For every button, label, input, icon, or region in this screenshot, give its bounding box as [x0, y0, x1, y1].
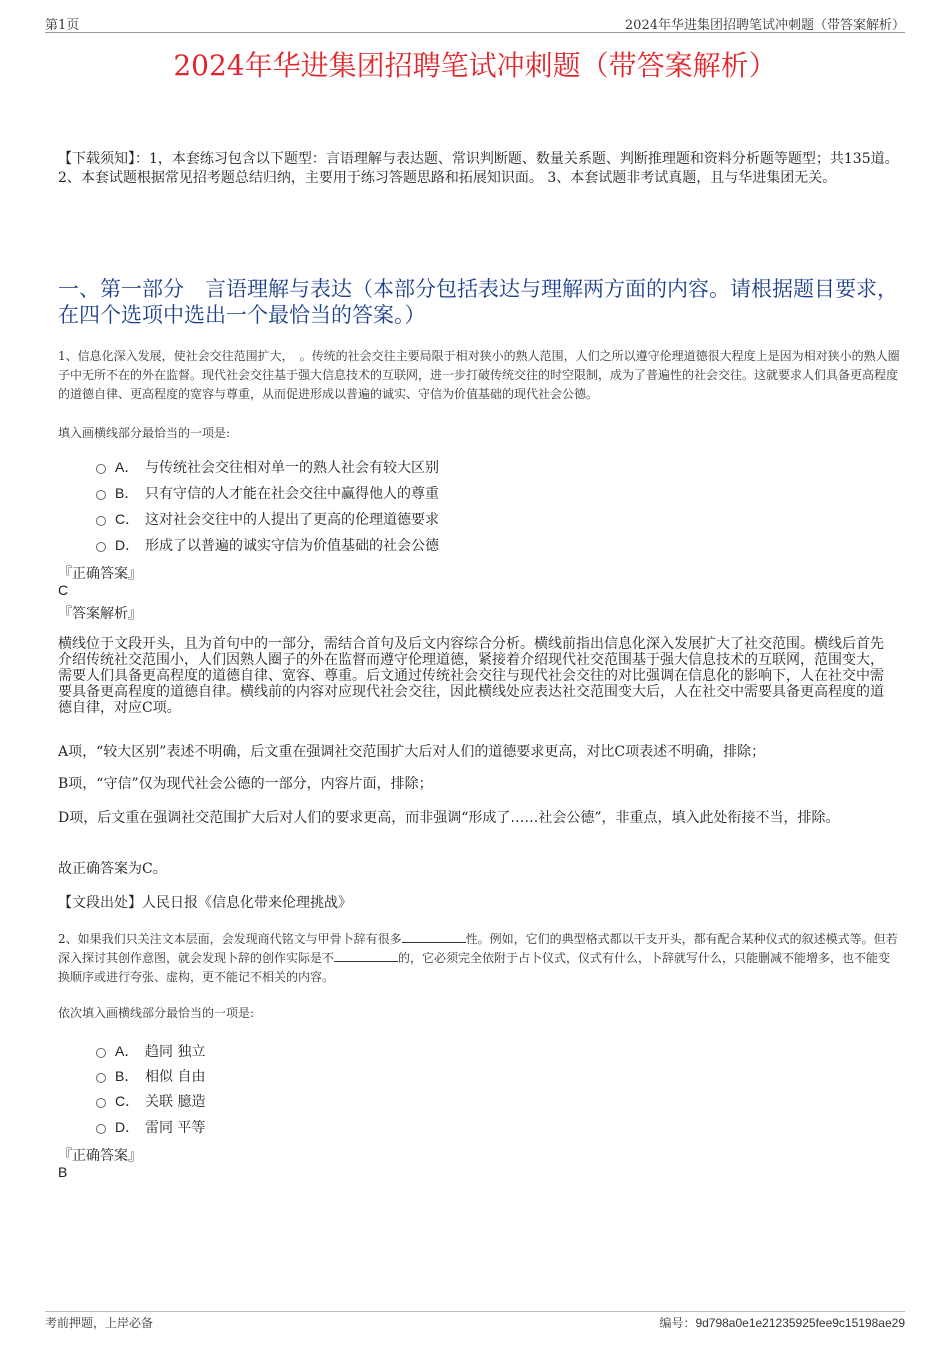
option-text: 关联 臆造: [145, 1094, 206, 1110]
question-1-analysis-main: 横线位于文段开头，且为首句中的一部分，需结合首句及后文内容综合分析。横线前指出信息化深入发展扩大了社交范围。横线后首先介绍传统社交范围小，人们因熟人圈子的外在监督而遵守伦理道德，紧接着介绍现代社交范围基于强大信息技术的互联网，范围变大，需要人们具备更高程度的道德自律、宽容、尊重。后文通过传统社会交往与现代社会交往的对比强调在信息化的影响下，人在社交中需要具备更高程度的道德自律。横线前的内容对应现代社会交往，因此横线处应表达社交范围变大后，人在社交中需要具备更高程度的道德自律，对应C项。: [58, 636, 884, 716]
option-letter: B．: [115, 1068, 139, 1084]
radio-icon[interactable]: [96, 464, 106, 474]
question-2-option-c[interactable]: [96, 1091, 205, 1111]
radio-icon[interactable]: [96, 1124, 106, 1134]
question-2-option-a[interactable]: [96, 1041, 205, 1061]
option-letter: B．: [115, 485, 139, 501]
option-text: 这对社会交往中的人提出了更高的伦理道德要求: [145, 512, 439, 528]
question-1-option-c[interactable]: [96, 509, 439, 529]
radio-icon[interactable]: [96, 490, 106, 500]
question-2-answer-label: 『正确答案』: [58, 1148, 142, 1164]
option-text: 趋同 独立: [145, 1044, 206, 1060]
question-2-answer: B: [58, 1164, 68, 1180]
footer-divider: [45, 1311, 905, 1312]
option-text: 雷同 平等: [145, 1120, 206, 1136]
question-2-prompt: 依次填入画横线部分最恰当的一项是:: [58, 1006, 255, 1020]
option-letter: C．: [115, 511, 140, 527]
question-1-conclusion: 故正确答案为C。: [58, 861, 167, 877]
header-doc-title: 2024年华进集团招聘笔试冲刺题（带答案解析）: [624, 18, 905, 33]
option-text: 只有守信的人才能在社会交往中赢得他人的尊重: [145, 486, 439, 502]
section-heading: 一、第一部分 言语理解与表达（本部分包括表达与理解两方面的内容。请根据题目要求，在四个选项中选出一个最恰当的答案。）: [58, 277, 898, 327]
fill-blank-2: [334, 949, 398, 962]
footer-slogan: 考前押题，上岸必备: [45, 1316, 154, 1330]
radio-icon[interactable]: [96, 1048, 106, 1058]
radio-icon[interactable]: [96, 542, 106, 552]
question-2-text-b: 性。例如，它们的典型格式都以干支开头，都有配合某种仪式的叙述模式等。但若深入探讨其创作意图，就会发现卜辞的创作实际是不: [58, 932, 898, 965]
question-1-analysis-a: A项，“较大区别”表述不明确，后文重在强调社交范围扩大后对人们的道德要求更高，对比C项表述不明确，排除；: [58, 744, 766, 760]
question-1-analysis-label: 『答案解析』: [58, 606, 142, 622]
question-2-text-a: 2、如果我们只关注文本层面，会发现商代铭文与甲骨卜辞有很多: [58, 932, 402, 946]
radio-icon[interactable]: [96, 1073, 106, 1083]
question-1-analysis-b: B项，“守信”仅为现代社会公德的一部分，内容片面，排除；: [58, 776, 433, 792]
option-text: 与传统社会交往相对单一的熟人社会有较大区别: [145, 460, 439, 476]
question-1-prompt: 填入画横线部分最恰当的一项是:: [58, 426, 231, 440]
question-2-option-b[interactable]: [96, 1066, 205, 1086]
question-1-text: 1、信息化深入发展，使社会交往范围扩大， 。传统的社会交往主要局限于相对狭小的熟人范围，人们之所以遵守伦理道德很大程度上是因为相对狭小的熟人圈子中无所不在的外在监督。现代社会交往基于强大信息技术的互联网，进一步打破传统交往的时空限制，成为了普遍性的社会交往。这就要求人们具备更高程度的道德自律、更高程度的宽容与尊重，从而促进形成以普遍的诚实、守信为价值基础的现代社会公德。: [58, 349, 900, 401]
question-1-option-d[interactable]: [96, 535, 439, 555]
option-letter: D．: [115, 537, 140, 553]
radio-icon[interactable]: [96, 1098, 106, 1108]
document-title: 2024年华进集团招聘笔试冲刺题（带答案解析）: [173, 49, 777, 82]
option-letter: A．: [115, 1043, 139, 1059]
page-number: 第1页: [45, 18, 80, 33]
footer-doc-id: 编号：9d798a0e1e21235925fee9c15198ae29: [659, 1316, 905, 1330]
question-1-option-a[interactable]: [96, 457, 439, 477]
option-letter: D．: [115, 1119, 140, 1135]
question-2-text-c: 的，它必须完全依附于占卜仪式，仪式有什么，卜辞就写什么，只能删减不能增多，也不能变换顺序或进行夸张、虚构，更不能记不相关的内容。: [58, 951, 891, 984]
option-text: 形成了以普遍的诚实守信为价值基础的社会公德: [145, 538, 439, 554]
question-1-source: 【文段出处】人民日报《信息化带来伦理挑战》: [58, 895, 352, 911]
question-1-option-b[interactable]: [96, 483, 439, 503]
question-1-answer: C: [58, 582, 69, 598]
header-divider: [45, 32, 905, 33]
question-1-answer-label: 『正确答案』: [58, 566, 142, 582]
option-letter: C．: [115, 1093, 140, 1109]
download-notice: 【下载须知】：1，本套练习包含以下题型：言语理解与表达题、常识判断题、数量关系题、判断推理题和资料分析题等题型；共135道。 2、本套试题根据常见招考题总结归纳，主要用于练习答题思路和拓展知识面。 3、本套试题非考试真题，且与华进集团无关。: [58, 151, 899, 186]
radio-icon[interactable]: [96, 516, 106, 526]
question-1-analysis-d: D项，后文重在强调社交范围扩大后对人们的要求更高，而非强调“形成了……社会公德”，非重点，填入此处衔接不当，排除。: [58, 810, 840, 826]
question-2-text: [58, 930, 900, 987]
option-text: 相似 自由: [145, 1069, 206, 1085]
question-2-option-d[interactable]: [96, 1117, 205, 1137]
option-letter: A．: [115, 459, 139, 475]
fill-blank-1: [402, 930, 466, 943]
